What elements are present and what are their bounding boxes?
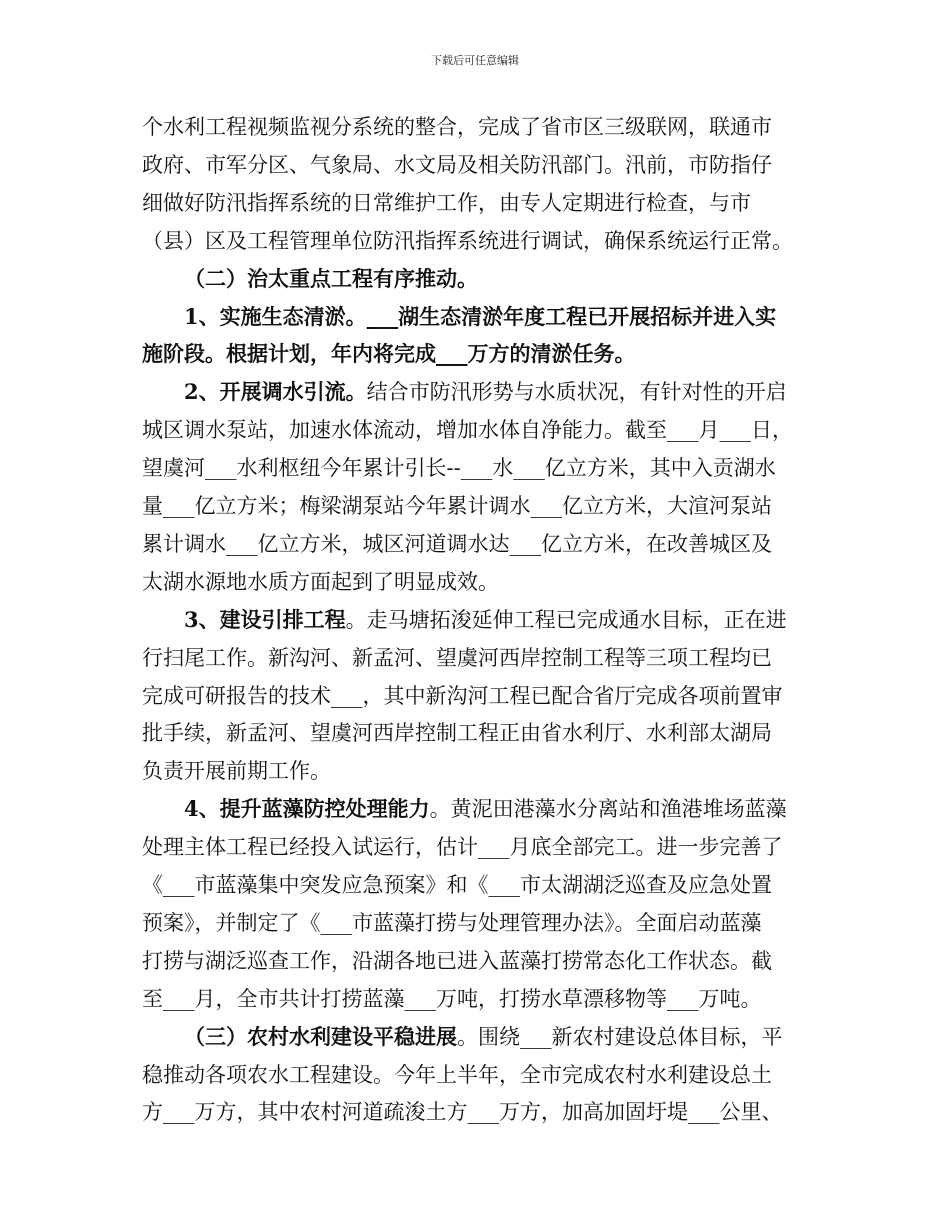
text-line: 《___市蓝藻集中突发应急预案》和《___市太湖湖泛巡查及应急处置 xyxy=(142,873,772,897)
text-line: 望虞河___水利枢纽今年累计引长--___水___亿立方米，其中入贡湖水 xyxy=(142,456,776,481)
text-line: 稳推动各项农水工程建设。今年上半年，全市完成农村水利建设总土 xyxy=(142,1062,772,1087)
text-line: 细做好防汛指挥系统的日常维护工作，由专人定期进行检查，与市 xyxy=(142,190,751,215)
line-text: 结合市防汛形势与水质状况，有针对性的开启 xyxy=(366,380,787,405)
text-line xyxy=(184,796,787,822)
text-line: 施阶段。根据计划，年内将完成___万方的清淤任务。 xyxy=(142,341,636,367)
text-line: 个水利工程视频监视分系统的整合，完成了省市区三级联网，联通市 xyxy=(142,115,772,139)
line-text: 。走马塘拓浚延伸工程已完成通水目标，正在进 xyxy=(345,607,787,632)
text-line: 量___亿立方米；梅梁湖泵站今年累计调水___亿立方米，大渲河泵站 xyxy=(142,494,772,518)
text-line xyxy=(184,1024,783,1050)
text-line: 完成可研报告的技术___，其中新沟河工程已配合省厅完成各项前置审 xyxy=(142,683,783,708)
text-line: 政府、市军分区、气象局、水文局及相关防汛部门。汛前，市防指仔 xyxy=(142,152,772,177)
text-line xyxy=(184,379,787,405)
text-line: 城区调水泵站，加速水体流动，增加水体自净能力。截至___月___日， xyxy=(142,418,793,443)
text-line: 预案》，并制定了《___市蓝藻打捞与处理管理办法》。全面启动蓝藻 xyxy=(142,910,762,935)
text-line: 至___月，全市共计打捞蓝藻___万吨，打捞水草漂移物等___万吨。 xyxy=(142,986,762,1011)
text-line: 累计调水___亿立方米，城区河道调水达___亿立方米，在改善城区及 xyxy=(142,531,772,556)
line-text: 。围绕___新农村建设总体目标，平 xyxy=(457,1024,783,1049)
line-text: 。黄泥田港藻水分离站和渔港堆场蓝藻 xyxy=(429,797,787,822)
line-heading: 2、开展调水引流。 xyxy=(184,379,367,405)
line-heading: （三）农村水利建设平稳进展 xyxy=(184,1023,457,1049)
text-line xyxy=(184,607,787,633)
text-line: 行扫尾工作。新沟河、新孟河、望虞河西岸控制工程等三项工程均已 xyxy=(142,645,772,670)
text-line: （县）区及工程管理单位防汛指挥系统进行调试，确保系统运行正常。 xyxy=(142,228,793,253)
text-line: 1、实施生态清淤。___湖生态清淤年度工程已开展招标并进入实 xyxy=(184,303,777,329)
text-line: 处理主体工程已经投入试运行，估计___月底全部完工。进一步完善了 xyxy=(142,835,783,860)
line-heading: 3、建设引排工程 xyxy=(184,606,346,632)
line-heading: 4、提升蓝藻防控处理能力 xyxy=(184,796,430,822)
text-line: 负责开展前期工作。 xyxy=(142,759,331,784)
page-header: 下载后可任意编辑 xyxy=(431,54,519,67)
text-line: 批手续，新孟河、望虞河西岸控制工程正由省水利厅、水利部太湖局 xyxy=(142,721,772,746)
text-line: 打捞与湖泛巡查工作，沿湖各地已进入蓝藻打捞常态化工作状态。截 xyxy=(142,948,772,973)
text-line: 太湖水源地水质方面起到了明显成效。 xyxy=(142,569,499,594)
text-line: 方___万方，其中农村河道疏浚土方___万方，加高加固圩堤___公里、 xyxy=(142,1100,783,1125)
text-line: （二）治太重点工程有序推动。 xyxy=(184,265,478,291)
